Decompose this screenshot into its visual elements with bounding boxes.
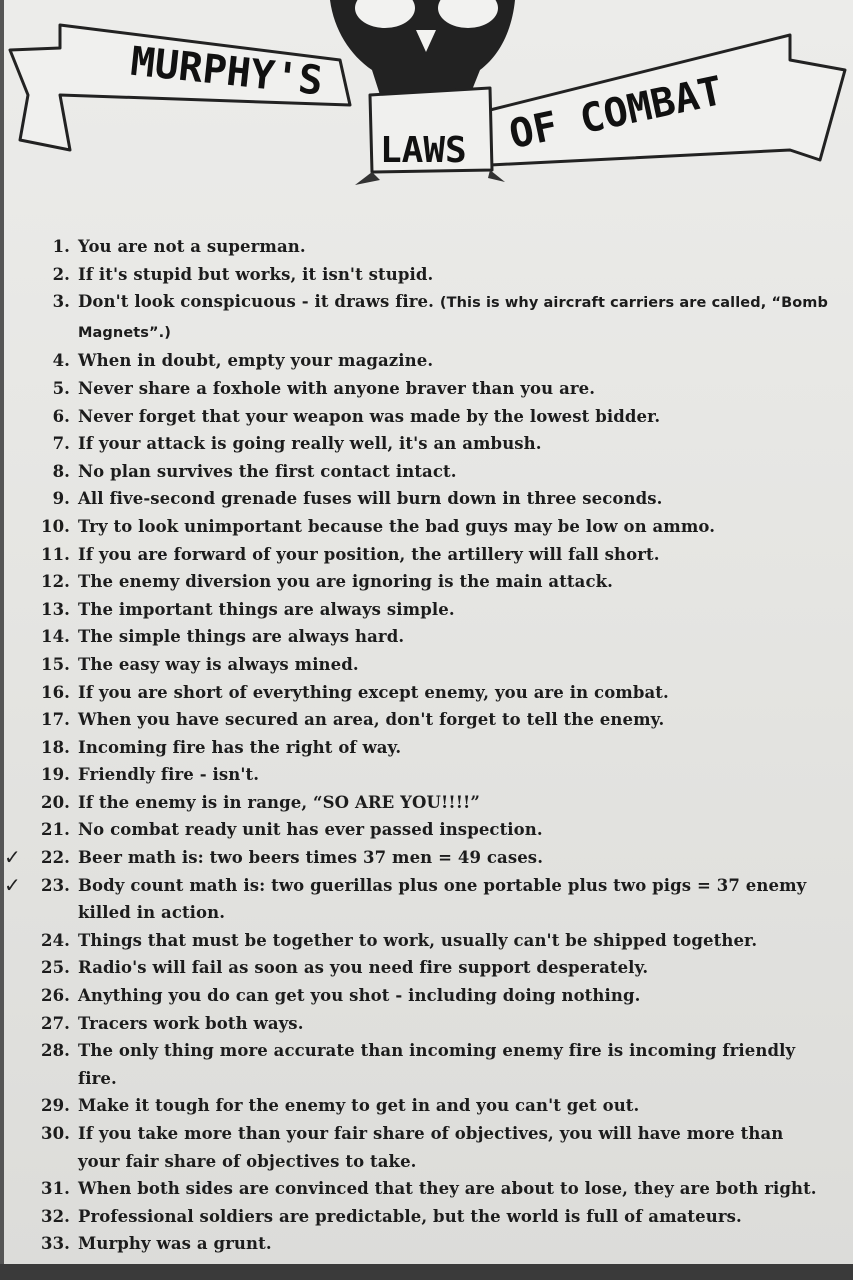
law-text-block xyxy=(78,679,830,707)
law-number: 8. xyxy=(52,461,70,481)
law-item xyxy=(30,706,830,734)
law-number: 17. xyxy=(40,710,70,730)
law-text: No combat ready unit has ever passed inspection. xyxy=(78,820,543,840)
title-murphys: MURPHY'S xyxy=(128,38,325,105)
law-text-block xyxy=(78,403,830,431)
laws-list xyxy=(4,233,830,1258)
law-text-block xyxy=(78,816,830,844)
law-text: Friendly fire - isn't. xyxy=(78,765,260,785)
law-text-block xyxy=(78,1175,830,1203)
law-text: Murphy was a grunt. xyxy=(78,1234,272,1254)
law-item xyxy=(30,233,830,261)
law-item xyxy=(30,816,830,844)
law-item xyxy=(30,375,830,403)
law-text: When both sides are convinced that they are about to lose, they are both right. xyxy=(78,1179,817,1199)
law-number: 27. xyxy=(40,1013,70,1033)
law-text-block xyxy=(78,1120,830,1175)
law-text-block xyxy=(78,789,830,817)
page-edge-bottom xyxy=(0,1264,853,1280)
law-item xyxy=(30,485,830,513)
law-number: 24. xyxy=(40,930,70,950)
law-number: 32. xyxy=(40,1206,70,1226)
law-item xyxy=(30,568,830,596)
law-number: 16. xyxy=(40,682,70,702)
law-item xyxy=(30,430,830,458)
law-text: All five-second grenade fuses will burn down in three seconds. xyxy=(78,489,663,509)
law-item xyxy=(30,954,830,982)
law-text: The important things are always simple. xyxy=(78,599,455,619)
law-text: Professional soldiers are predictable, but the world is full of amateurs. xyxy=(78,1206,742,1226)
law-text: You are not a superman. xyxy=(78,237,306,256)
law-text-block xyxy=(78,1203,830,1231)
law-item xyxy=(30,1120,830,1175)
law-item xyxy=(30,734,830,762)
law-text: Radio's will fail as soon as you need fire support desperately. xyxy=(78,958,649,978)
law-text-block xyxy=(78,458,830,486)
law-number: 31. xyxy=(40,1179,70,1199)
law-text: If the enemy is in range, “SO ARE YOU!!!!” xyxy=(78,792,480,812)
law-text-block xyxy=(78,1092,830,1120)
law-number: 21. xyxy=(40,820,70,840)
law-text: Beer math is: two beers times 37 men = 49 cases. xyxy=(78,848,544,868)
law-text: No plan survives the first contact intact. xyxy=(78,461,457,481)
law-text: If you are forward of your position, the artillery will fall short. xyxy=(78,544,660,564)
law-text: The enemy diversion you are ignoring is the main attack. xyxy=(78,572,613,592)
law-number: 5. xyxy=(52,378,70,398)
law-text-block xyxy=(78,982,830,1010)
law-text-block xyxy=(78,430,830,458)
law-text-block xyxy=(78,872,830,927)
law-item xyxy=(30,261,830,289)
law-item xyxy=(30,513,830,541)
law-number: 18. xyxy=(40,737,70,757)
law-item xyxy=(30,982,830,1010)
law-text-block xyxy=(78,261,830,289)
title-laws: LAWS xyxy=(380,130,467,171)
law-text: The easy way is always mined. xyxy=(78,654,359,674)
law-number: 6. xyxy=(52,406,70,426)
law-text-block xyxy=(78,651,830,679)
law-item xyxy=(30,288,830,347)
law-number: 26. xyxy=(40,986,70,1006)
law-number: 15. xyxy=(40,654,70,674)
law-number: 19. xyxy=(40,765,70,785)
law-item xyxy=(30,541,830,569)
law-text-block xyxy=(78,513,830,541)
law-number: 28. xyxy=(40,1041,70,1061)
law-number: 20. xyxy=(40,792,70,812)
law-text: Make it tough for the enemy to get in and you can't get out. xyxy=(78,1096,640,1116)
law-text: If you are short of everything except enemy, you are in combat. xyxy=(78,682,669,702)
law-number: 11. xyxy=(40,544,70,564)
law-text-block xyxy=(78,568,830,596)
law-note: (This is why aircraft carriers are called, “Bomb Magnets”.) xyxy=(78,295,828,341)
law-number: 30. xyxy=(40,1124,70,1143)
law-item xyxy=(30,651,830,679)
law-number: 4. xyxy=(52,351,70,371)
law-number: 29. xyxy=(40,1096,70,1116)
law-text-block xyxy=(78,706,830,734)
law-item xyxy=(4,844,830,872)
law-text: When in doubt, empty your magazine. xyxy=(78,351,434,371)
law-text-block xyxy=(78,288,830,347)
law-text: The only thing more accurate than incoming enemy fire is incoming friendly fire. xyxy=(78,1041,796,1088)
law-item xyxy=(30,1037,830,1092)
law-text: If it's stupid but works, it isn't stupid. xyxy=(78,264,434,284)
law-text: Body count math is: two guerillas plus one portable plus two pigs = 37 enemy killed in action. xyxy=(78,875,807,923)
checkmark-icon: ✓ xyxy=(4,845,21,870)
law-item xyxy=(30,623,830,651)
law-item xyxy=(30,1010,830,1038)
law-item xyxy=(30,1092,830,1120)
law-number: 9. xyxy=(52,489,70,509)
law-number: 3. xyxy=(52,292,70,312)
law-item xyxy=(30,927,830,955)
law-number: 33. xyxy=(40,1234,70,1254)
law-number: 25. xyxy=(40,958,70,978)
law-text-block xyxy=(78,485,830,513)
law-item xyxy=(30,679,830,707)
law-item xyxy=(30,1203,830,1231)
law-item xyxy=(30,789,830,817)
law-text: Never share a foxhole with anyone braver than you are. xyxy=(78,378,596,398)
law-text: Incoming fire has the right of way. xyxy=(78,737,402,757)
law-number: 12. xyxy=(40,572,70,592)
law-text-block xyxy=(78,541,830,569)
law-number: 23. xyxy=(40,875,70,895)
law-item xyxy=(30,458,830,486)
law-item xyxy=(30,403,830,431)
law-text-block xyxy=(78,375,830,403)
law-text-block xyxy=(78,347,830,375)
law-number: 10. xyxy=(40,516,70,536)
law-text-block xyxy=(78,954,830,982)
law-text-block xyxy=(78,623,830,651)
law-text: Things that must be together to work, usually can't be shipped together. xyxy=(78,930,758,950)
law-text: Try to look unimportant because the bad guys may be low on ammo. xyxy=(78,516,716,536)
law-text-block xyxy=(78,734,830,762)
law-number: 7. xyxy=(52,434,70,454)
law-number: 2. xyxy=(52,264,70,284)
law-text-block xyxy=(78,1010,830,1038)
law-text-block xyxy=(78,1037,830,1092)
law-item xyxy=(30,761,830,789)
law-text: Tracers work both ways. xyxy=(78,1013,304,1033)
law-text-block xyxy=(78,844,830,872)
checkmark-icon: ✓ xyxy=(4,872,21,897)
law-text: Never forget that your weapon was made by the lowest bidder. xyxy=(78,406,661,426)
law-text-block xyxy=(78,927,830,955)
title-of-combat: OF COMBAT xyxy=(505,68,727,159)
law-number: 14. xyxy=(40,627,70,647)
law-text-block xyxy=(78,233,830,261)
law-text-block xyxy=(78,596,830,624)
law-text: Anything you do can get you shot - including doing nothing. xyxy=(78,986,641,1006)
law-text: If you take more than your fair share of objectives, you will have more than your fair share of objectives to take. xyxy=(78,1124,784,1171)
law-text-block xyxy=(78,761,830,789)
law-text: The simple things are always hard. xyxy=(78,627,405,647)
law-number: 22. xyxy=(40,848,70,868)
law-text: Don't look conspicuous - it draws fire. xyxy=(78,292,434,312)
law-item xyxy=(30,347,830,375)
title-banner xyxy=(0,0,853,210)
law-item xyxy=(30,1175,830,1203)
law-item xyxy=(30,596,830,624)
law-item xyxy=(30,1230,830,1258)
law-text: If your attack is going really well, it's an ambush. xyxy=(78,434,542,454)
law-number: 1. xyxy=(52,237,70,256)
law-number: 13. xyxy=(40,599,70,619)
law-text-block xyxy=(78,1230,830,1258)
law-text: When you have secured an area, don't forget to tell the enemy. xyxy=(78,710,665,730)
law-item xyxy=(4,872,830,927)
